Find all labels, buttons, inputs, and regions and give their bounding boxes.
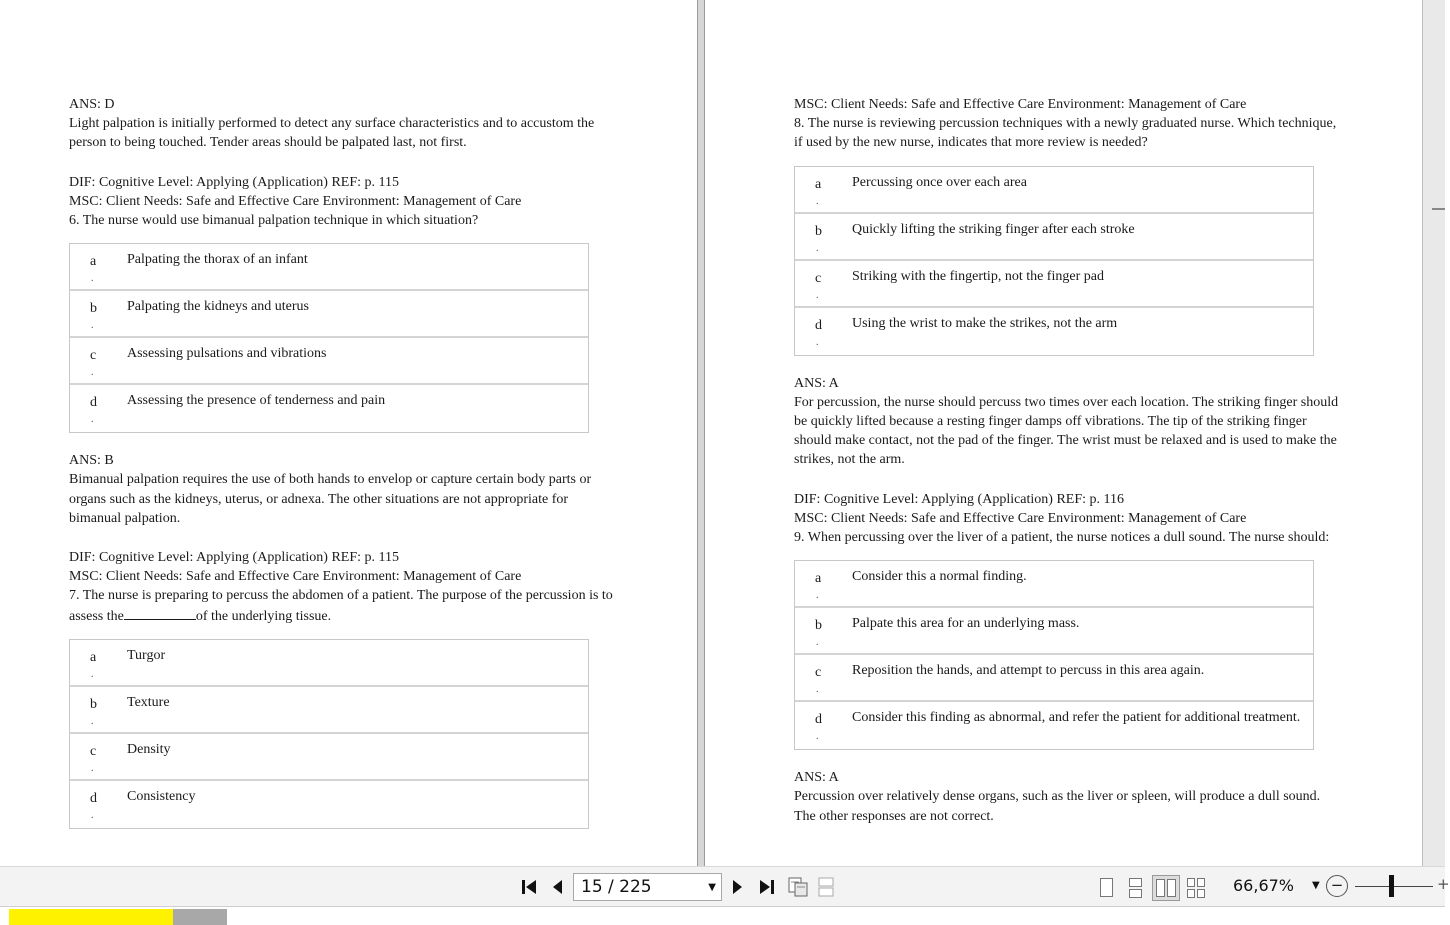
option-dot: .: [816, 731, 819, 743]
question-text: 9. When percussing over the liver of a patient, the nurse notices a dull sound. The nurse should:: [794, 530, 1330, 546]
answer-label: ANS: A: [794, 770, 839, 786]
option-dot: .: [91, 367, 94, 379]
option-dot: .: [91, 762, 94, 774]
option-dot: .: [91, 668, 94, 680]
difficulty-line: DIF: Cognitive Level: Applying (Application) REF: p. 115: [69, 550, 400, 566]
question-text-part: assess the: [69, 608, 124, 624]
view-single-icon[interactable]: [1097, 877, 1117, 899]
option-text: Quickly lifting the striking finger after each stroke: [852, 221, 1135, 237]
page-indicator: 15 / 225: [581, 877, 652, 897]
zoom-slider[interactable]: [1355, 886, 1433, 887]
status-indicator: [173, 909, 227, 925]
option-row: [795, 214, 1313, 261]
question-text: 7. The nurse is preparing to percuss the abdomen of a patient. The purpose of the percussion is to: [69, 588, 613, 604]
option-row: [70, 734, 588, 781]
options-table: [794, 560, 1314, 750]
option-letter: d: [815, 317, 822, 333]
options-table: [69, 243, 589, 433]
option-text: Consider this a normal finding.: [852, 569, 1027, 585]
option-letter: b: [90, 301, 97, 317]
rationale-line: strikes, not the arm.: [794, 452, 905, 468]
answer-label: ANS: A: [794, 375, 839, 391]
option-text: Texture: [127, 694, 170, 710]
option-row: [795, 655, 1313, 702]
view-two-page-icon[interactable]: [1152, 875, 1180, 901]
msc-line: MSC: Client Needs: Safe and Effective Care Environment: Management of Care: [69, 193, 522, 209]
view-continuous-icon[interactable]: [1126, 877, 1146, 899]
option-text: Palpate this area for an underlying mass.: [852, 616, 1080, 632]
question-text-part: of the underlying tissue.: [195, 608, 332, 624]
options-table: [794, 166, 1314, 356]
option-letter: d: [90, 395, 97, 411]
option-text: Reposition the hands, and attempt to percuss in this area again.: [852, 663, 1205, 679]
previous-page-icon[interactable]: [549, 876, 565, 898]
option-row: [70, 291, 588, 338]
difficulty-line: DIF: Cognitive Level: Applying (Application) REF: p. 116: [794, 491, 1125, 507]
option-letter: a: [90, 254, 97, 270]
rationale-line: For percussion, the nurse should percuss two times over each location. The striking finger should: [794, 394, 1339, 410]
option-dot: .: [91, 320, 94, 332]
last-page-icon[interactable]: [756, 876, 778, 898]
status-indicator: [9, 909, 173, 925]
rationale-line: person to being touched. Tender areas should be palpated last, not first.: [69, 135, 467, 151]
msc-line: MSC: Client Needs: Safe and Effective Care Environment: Management of Care: [794, 510, 1247, 526]
question-text: 6. The nurse would use bimanual palpation technique in which situation?: [69, 213, 479, 229]
msc-line: MSC: Client Needs: Safe and Effective Care Environment: Management of Care: [69, 569, 522, 585]
option-row: [795, 608, 1313, 655]
scrollbar-thumb[interactable]: [1432, 208, 1445, 210]
page-layout-icon[interactable]: [815, 876, 837, 898]
option-text: Using the wrist to make the strikes, not the arm: [852, 315, 1118, 331]
option-letter: a: [815, 176, 822, 192]
option-row: [70, 338, 588, 385]
option-letter: b: [815, 223, 822, 239]
document-page-left: [0, 0, 697, 866]
rationale-line: be quickly lifted because a resting finger damps off vibrations. The tip of the striking finger: [794, 414, 1307, 430]
option-dot: .: [91, 414, 94, 426]
option-dot: .: [91, 809, 94, 821]
option-letter: c: [815, 665, 822, 681]
rationale-line: Light palpation is initially performed to detect any surface characteristics and to accustom the: [69, 116, 595, 132]
option-letter: d: [90, 790, 97, 806]
option-dot: .: [816, 590, 819, 602]
option-dot: .: [816, 289, 819, 301]
question-text: 8. The nurse is reviewing percussion techniques with a newly graduated nurse. Which technique,: [794, 116, 1337, 132]
option-text: Striking with the fingertip, not the finger pad: [852, 268, 1104, 284]
page-content: [69, 95, 629, 847]
option-letter: c: [90, 743, 97, 759]
option-row: [70, 781, 588, 828]
option-row: [795, 261, 1313, 308]
page-settings-icon[interactable]: [787, 876, 809, 898]
option-letter: c: [815, 270, 822, 286]
option-dot: .: [91, 715, 94, 727]
view-book-icon[interactable]: [1186, 877, 1206, 899]
option-text: Turgor: [127, 647, 166, 663]
page-number-input[interactable]: [573, 873, 722, 901]
option-letter: b: [815, 618, 822, 634]
option-text: Palpating the kidneys and uterus: [127, 299, 309, 315]
option-row: [70, 244, 588, 291]
option-dot: .: [816, 684, 819, 696]
option-dot: .: [816, 242, 819, 254]
option-letter: d: [815, 712, 822, 728]
chevron-down-icon[interactable]: ▼: [708, 882, 716, 893]
option-dot: .: [91, 273, 94, 285]
document-page-right: [705, 0, 1422, 866]
option-letter: c: [90, 348, 97, 364]
first-page-icon[interactable]: [518, 876, 540, 898]
zoom-out-button[interactable]: −: [1326, 875, 1348, 897]
option-text: Assessing pulsations and vibrations: [127, 346, 327, 362]
answer-label: ANS: D: [69, 97, 115, 112]
option-text: Consistency: [127, 788, 196, 804]
option-row: [795, 561, 1313, 608]
rationale-line: should make contact, not the pad of the finger. The wrist must be relaxed and is used to make the: [794, 433, 1337, 449]
option-text: Consider this finding as abnormal, and refer the patient for additional treatment.: [852, 710, 1301, 726]
viewer-toolbar: [0, 866, 1450, 906]
option-text: Assessing the presence of tenderness and pain: [127, 393, 386, 409]
option-dot: .: [816, 195, 819, 207]
rationale-line: Percussion over relatively dense organs, such as the liver or spleen, will produce a dull sound.: [794, 789, 1321, 805]
option-dot: .: [816, 336, 819, 348]
zoom-slider-thumb[interactable]: [1389, 875, 1394, 897]
option-row: [795, 702, 1313, 749]
page-gap: [697, 0, 705, 866]
page-content: [794, 95, 1354, 826]
option-dot: .: [816, 637, 819, 649]
fill-in-blank: [124, 606, 196, 620]
vertical-scrollbar[interactable]: [1422, 0, 1445, 866]
msc-line: MSC: Client Needs: Safe and Effective Care Environment: Management of Care: [794, 97, 1247, 112]
option-row: [70, 687, 588, 734]
rationale-line: bimanual palpation.: [69, 510, 181, 526]
option-row: [795, 167, 1313, 214]
option-letter: a: [815, 571, 822, 587]
option-letter: a: [90, 649, 97, 665]
zoom-in-button[interactable]: +: [1437, 875, 1450, 893]
next-page-icon[interactable]: [730, 876, 746, 898]
option-row: [795, 308, 1313, 355]
chevron-down-icon[interactable]: ▼: [1312, 880, 1320, 891]
options-table: [69, 639, 589, 829]
answer-label: ANS: B: [69, 453, 114, 469]
question-text: [69, 606, 629, 626]
option-text: Density: [127, 741, 171, 757]
question-text: if used by the new nurse, indicates that more review is needed?: [794, 135, 1148, 151]
rationale-line: Bimanual palpation requires the use of both hands to envelop or capture certain body parts or: [69, 472, 592, 488]
option-row: [70, 385, 588, 432]
rationale-line: The other responses are not correct.: [794, 808, 994, 824]
option-row: [70, 640, 588, 687]
difficulty-line: DIF: Cognitive Level: Applying (Application) REF: p. 115: [69, 174, 400, 190]
rationale-line: organs such as the kidneys, uterus, or adnexa. The other situations are not appropriate for: [69, 491, 569, 507]
zoom-level[interactable]: 66,67%: [1233, 876, 1295, 895]
option-letter: b: [90, 696, 97, 712]
option-text: Percussing once over each area: [852, 174, 1027, 190]
option-text: Palpating the thorax of an infant: [127, 252, 308, 268]
status-bar: [0, 906, 1445, 924]
